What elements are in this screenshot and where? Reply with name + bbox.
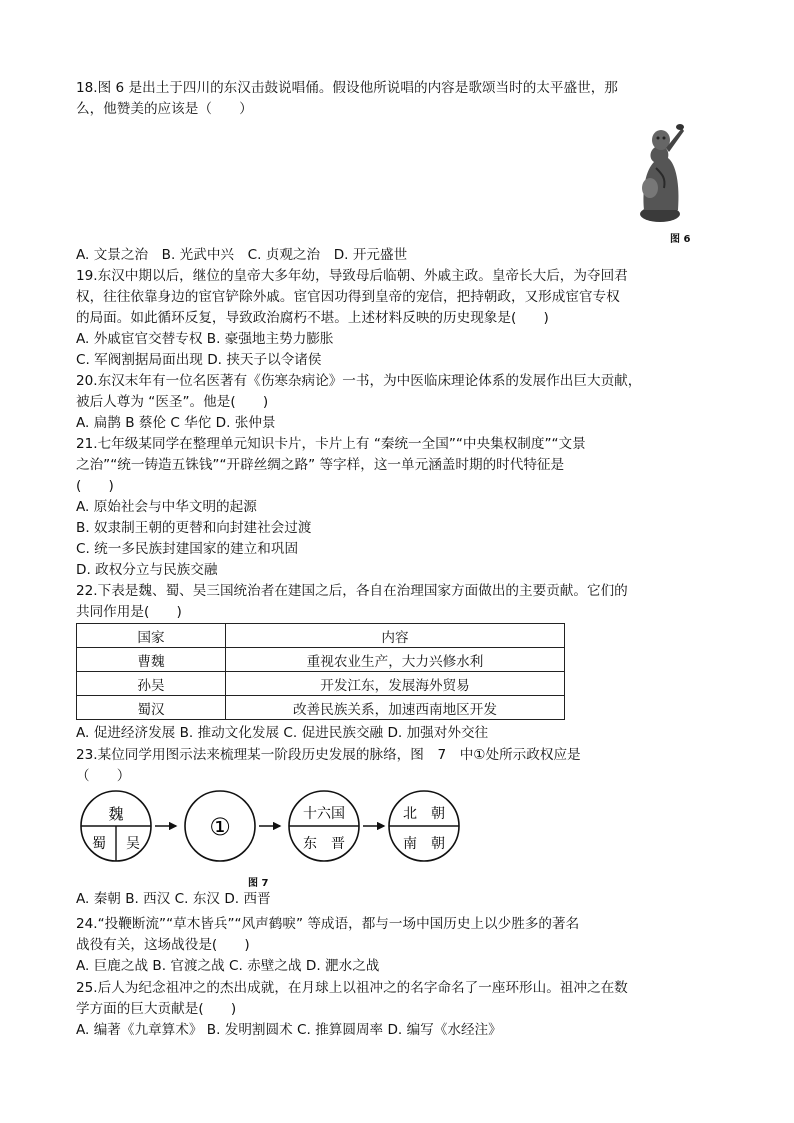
question-19-line-3: 的局面。如此循环反复，导致政治腐朽不堪。上述材料反映的历史现象是( ) xyxy=(76,310,549,326)
question-21-line-1: 21.七年级某同学在整理单元知识卡片，卡片上有 “秦统一全国”“中央集权制度”“文景 xyxy=(76,436,586,452)
question-19-options-1: A. 外戚宦官交替专权 B. 豪强地主势力膨胀 xyxy=(76,331,334,347)
figure-6-caption: 图 6 xyxy=(670,234,691,245)
diagram-label-southern-dynasties: 南 朝 xyxy=(403,836,445,852)
table-row xyxy=(77,696,565,720)
diagram-label-wu: 吴 xyxy=(126,836,140,852)
question-25-line-1: 25.后人为纪念祖冲之的杰出成就，在月球上以祖冲之的名字命名了一座环形山。祖冲之在数 xyxy=(76,980,628,996)
question-23-line-1: 23.某位同学用图示法来梳理某一阶段历史发展的脉络，图 7 中①处所示政权应是 xyxy=(76,747,581,763)
table-cell: 蜀汉 xyxy=(77,696,226,720)
diagram-label-wei: 魏 xyxy=(108,805,124,823)
question-19-options-2: C. 军阀割据局面出现 D. 挟天子以令诸侯 xyxy=(76,352,322,368)
diagram-label-shu: 蜀 xyxy=(92,836,106,852)
table-cell: 重视农业生产，大力兴修水利 xyxy=(226,648,565,672)
question-24-options: A. 巨鹿之战 B. 官渡之战 C. 赤壁之战 D. 淝水之战 xyxy=(76,958,380,974)
table-header-cell: 国家 xyxy=(77,624,226,648)
question-20-line-2: 被后人尊为 “医圣”。他是( ) xyxy=(76,394,269,410)
table-row xyxy=(77,672,565,696)
table-row xyxy=(77,648,565,672)
question-22-line-2: 共同作用是( ) xyxy=(76,604,182,620)
question-20-options: A. 扁鹊 B 蔡伦 C 华佗 D. 张仲景 xyxy=(76,415,276,431)
question-19-line-2: 权，往往依靠身边的宦官铲除外戚。宦官因功得到皇帝的宠信，把持朝政，又形成宦官专权 xyxy=(76,289,620,305)
diagram-label-sixteen-kingdoms: 十六国 xyxy=(303,806,345,822)
question-18-line-2: 么，他赞美的应该是（ ） xyxy=(76,101,253,117)
table-cell: 开发江东，发展海外贸易 xyxy=(226,672,565,696)
question-21-option-b: B. 奴隶制王朝的更替和向封建社会过渡 xyxy=(76,520,312,536)
question-22-line-1: 22.下表是魏、蜀、吴三国统治者在建国之后，各自在治理国家方面做出的主要贡献。它们的 xyxy=(76,583,628,599)
table-header-cell: 内容 xyxy=(226,624,565,648)
question-24-line-2: 战役有关，这场战役是( ) xyxy=(76,937,250,953)
question-21-option-a: A. 原始社会与中华文明的起源 xyxy=(76,499,257,515)
table-cell: 改善民族关系，加速西南地区开发 xyxy=(226,696,565,720)
question-21-option-c: C. 统一多民族封建国家的建立和巩固 xyxy=(76,541,299,557)
question-22-options: A. 促进经济发展 B. 推动文化发展 C. 促进民族交融 D. 加强对外交往 xyxy=(76,725,489,741)
drummer-figurine-image xyxy=(636,118,686,224)
question-25-line-2: 学方面的巨大贡献是( ) xyxy=(76,1001,237,1017)
question-21-option-d: D. 政权分立与民族交融 xyxy=(76,562,218,578)
question-19-line-1: 19.东汉中期以后，继位的皇帝大多年幼，导致母后临朝、外戚主政。皇帝长大后，为夺回君 xyxy=(76,268,628,284)
diagram-label-circled-1: ① xyxy=(209,813,231,841)
question-21-line-3: ( ) xyxy=(76,478,114,494)
question-18-options: A. 文景之治 B. 光武中兴 C. 贞观之治 D. 开元盛世 xyxy=(76,247,408,263)
table-header-row xyxy=(77,624,565,648)
figure-7-caption: 图 7 xyxy=(248,878,269,889)
table-cell: 孙吴 xyxy=(77,672,226,696)
diagram-label-eastern-jin: 东 晋 xyxy=(303,836,345,852)
table-cell: 曹魏 xyxy=(77,648,226,672)
question-25-options: A. 编著《九章算术》 B. 发明割圆术 C. 推算圆周率 D. 编写《水经注》 xyxy=(76,1022,502,1038)
question-24-line-1: 24.“投鞭断流”“草木皆兵”“风声鹤唳” 等成语，都与一场中国历史上以少胜多的著名 xyxy=(76,916,580,932)
diagram-label-northern-dynasties: 北 朝 xyxy=(403,806,445,822)
question-20-line-1: 20.东汉末年有一位名医著有《伤寒杂病论》一书，为中医临床理论体系的发展作出巨大贡献， xyxy=(76,373,642,389)
question-23-line-2: （ ） xyxy=(76,768,131,784)
figure-7-diagram xyxy=(76,786,476,866)
question-23-options: A. 秦朝 B. 西汉 C. 东汉 D. 西晋 xyxy=(76,891,271,907)
three-kingdoms-table xyxy=(76,623,565,720)
question-21-line-2: 之治”“统一铸造五铢钱”“开辟丝绸之路” 等字样，这一单元涵盖时期的时代特征是 xyxy=(76,457,565,473)
question-18-line-1: 18.图 6 是出土于四川的东汉击鼓说唱俑。假设他所说唱的内容是歌颂当时的太平盛世，那 xyxy=(76,80,618,96)
